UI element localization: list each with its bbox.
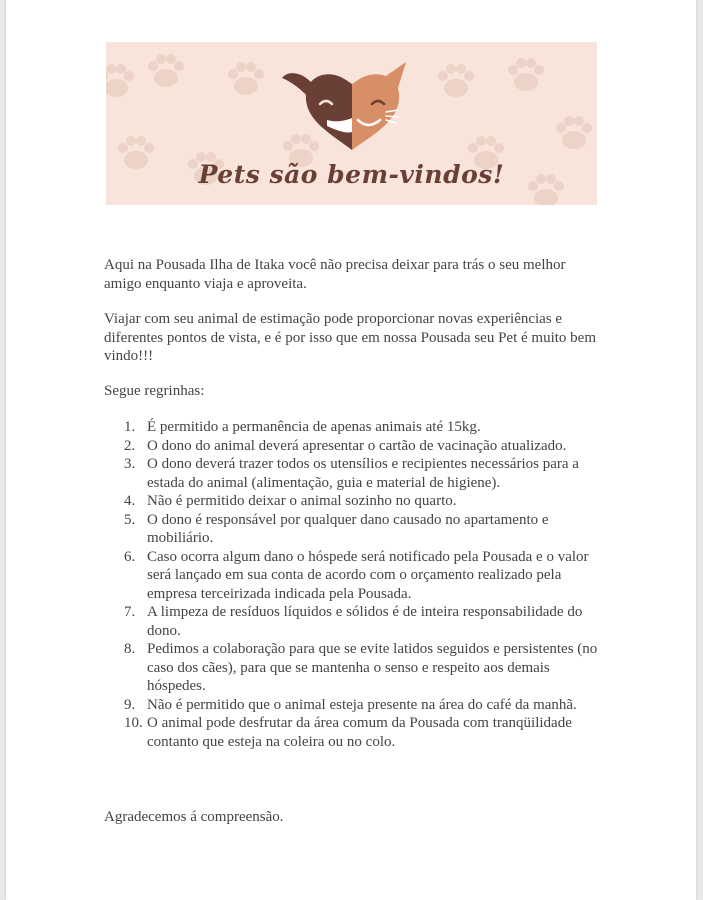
pets-welcome-banner — [106, 42, 597, 205]
rule-text: O dono é responsável por qualquer dano causado no apartamento e mobiliário. — [147, 511, 549, 546]
list-item — [124, 492, 602, 511]
rule-text: O dono do animal deverá apresentar o cartão de vacinação atualizado. — [147, 437, 567, 454]
list-item — [124, 640, 602, 696]
rule-number: 3. — [124, 456, 136, 472]
rule-text: Não é permitido que o animal esteja presente na área do café da manhã. — [147, 696, 577, 713]
list-item — [124, 437, 602, 456]
rule-number: 2. — [124, 437, 136, 454]
closing-text: Agradecemos á compreensão. — [104, 809, 284, 825]
rule-text: O animal pode desfrutar da área comum da Pousada com tranqüilidade contanto que esteja na coleira ou no colo. — [147, 715, 572, 750]
list-item — [124, 548, 602, 604]
list-item — [124, 455, 602, 492]
rule-number: 7. — [124, 604, 136, 620]
rule-text: Caso ocorra algum dano o hóspede será notificado pela Pousada e o valor será lançado em sua conta de acordo com o orçamento realizado pela empresa terceirizada indicada pela Pousada. — [147, 548, 589, 602]
rule-number: 8. — [124, 641, 136, 657]
rule-number: 6. — [124, 548, 136, 565]
list-item — [124, 696, 602, 715]
document-page — [6, 0, 696, 900]
pet-travel-paragraph: Viajar com seu animal de estimação pode proporcionar novas experiências e diferentes pontos de vista, e é por isso que em nossa Pousada seu Pet é muito bem vindo!!! — [104, 311, 596, 364]
rule-number: 4. — [124, 493, 136, 509]
cat-face-icon — [352, 74, 399, 150]
rule-text: Não é permitido deixar o animal sozinho no quarto. — [147, 493, 457, 509]
rules-list — [124, 418, 602, 751]
rule-number: 5. — [124, 511, 136, 528]
banner-title: Pets são bem-vindos! — [198, 160, 505, 189]
rules-heading: Segue regrinhas: — [104, 383, 205, 399]
list-item — [124, 714, 602, 751]
rule-text: Pedimos a colaboração para que se evite latidos seguidos e persistentes (no caso dos cães), para que se mantenha o senso e respeito aos demais hóspedes. — [147, 641, 598, 694]
rule-text: É permitido a permanência de apenas animais até 15kg. — [147, 419, 481, 435]
list-item — [124, 418, 602, 437]
rule-text: O dono deverá trazer todos os utensílios e recipientes necessários para a estada do animal (alimentação, guia e material de higiene). — [147, 456, 579, 491]
list-item — [124, 511, 602, 548]
list-item — [124, 603, 602, 640]
dog-face-icon — [306, 74, 352, 150]
rule-number: 10. — [124, 715, 143, 731]
rule-number: 1. — [124, 419, 136, 435]
intro-paragraph: Aqui na Pousada Ilha de Itaka você não precisa deixar para trás o seu melhor amigo enquanto viaja e aproveita. — [104, 257, 566, 292]
rule-text: A limpeza de resíduos líquidos e sólidos é de inteira responsabilidade do dono. — [147, 604, 583, 639]
rule-number: 9. — [124, 696, 136, 713]
